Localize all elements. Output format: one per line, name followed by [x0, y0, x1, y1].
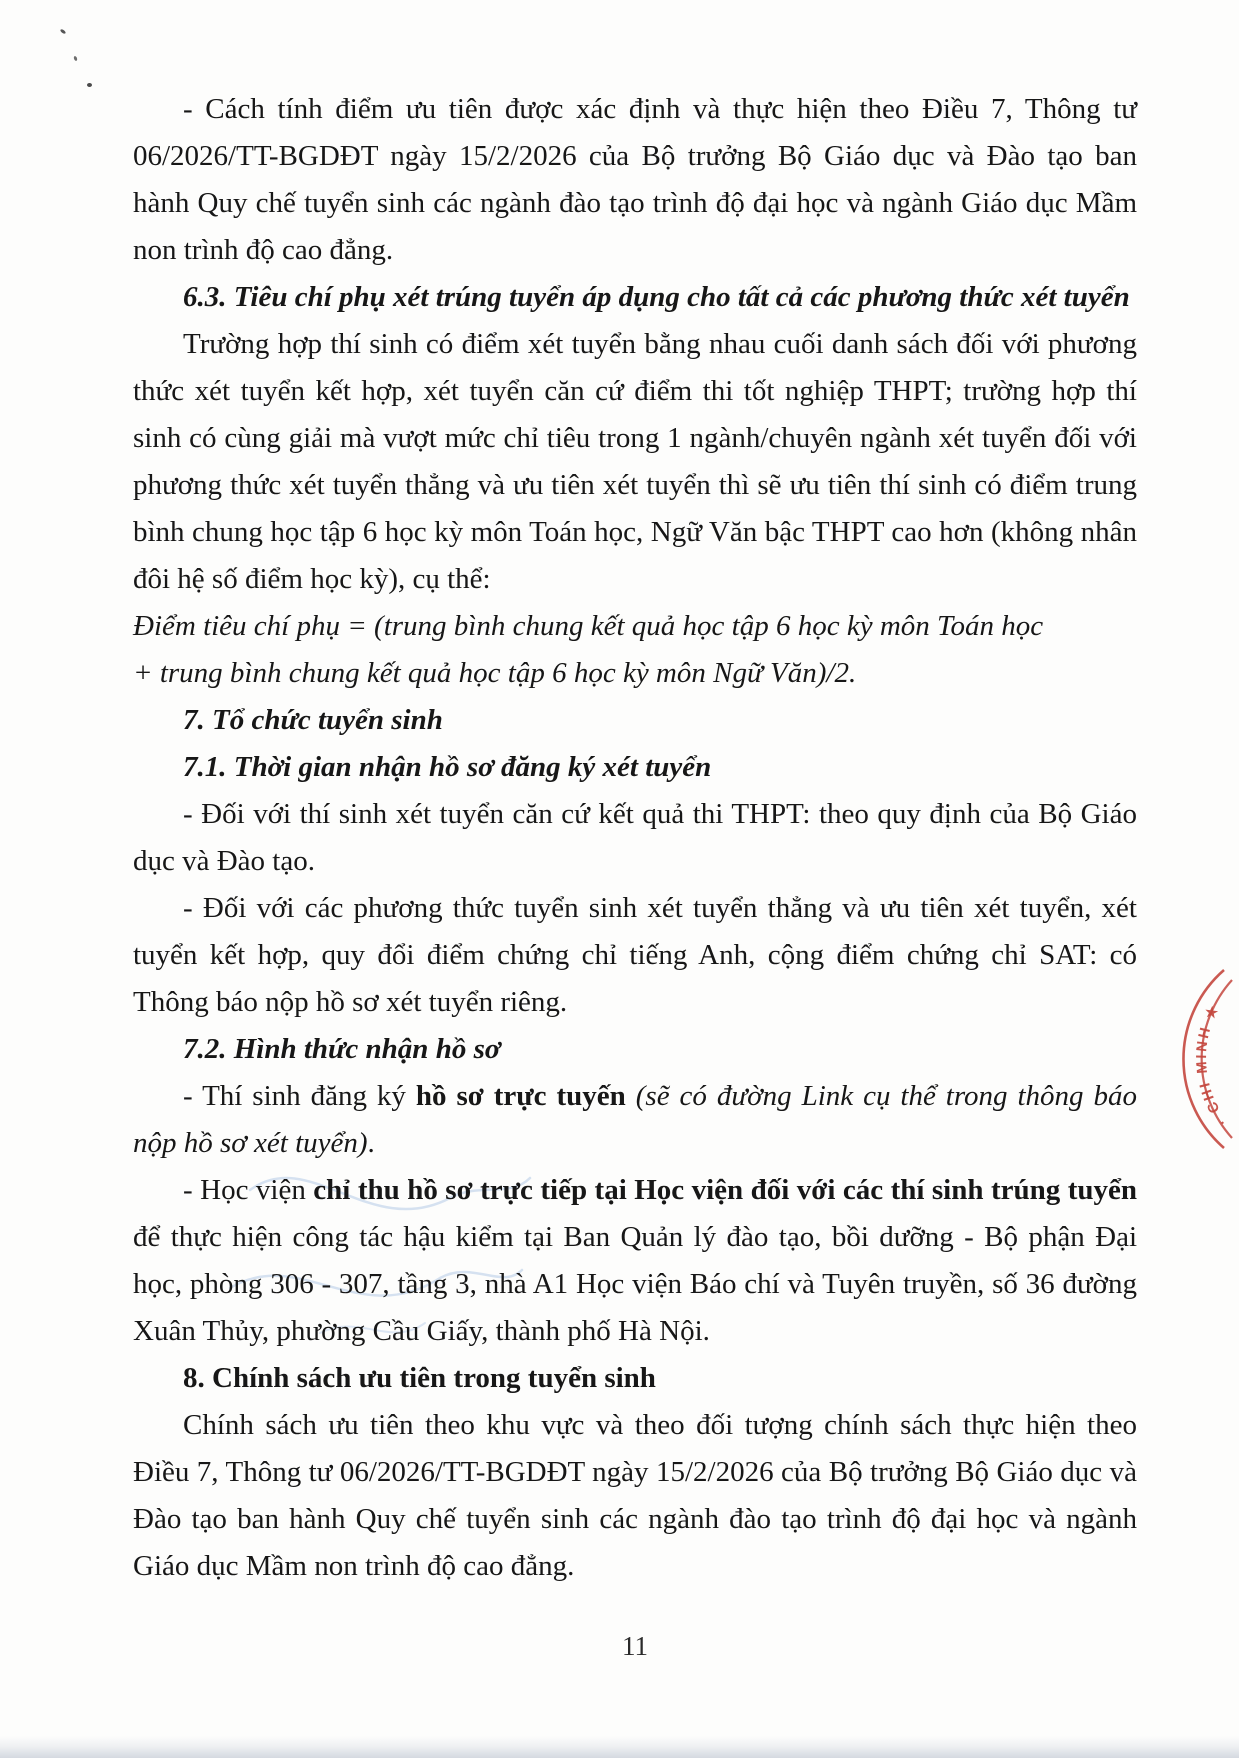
- paragraph-thpt-schedule: - Đối với thí sinh xét tuyển căn cứ kết quả thi THPT: theo quy định của Bộ Giáo dục và Đào tạo.: [133, 798, 1137, 877]
- text-run-bold: hồ sơ trực tuyến: [415, 1080, 626, 1112]
- scan-edge-shadow: [0, 1736, 1239, 1758]
- paragraph-priority-calculation: - Cách tính điểm ưu tiên được xác định và thực hiện theo Điều 7, Thông tư 06/2026/TT-BGDĐT ngày 15/2/2026 của Bộ trưởng Bộ Giáo dục và Đào tạo ban hành Quy chế tuyển sinh các ngành đào tạo trình độ đại học và ngành Giáo dục Mầm non trình độ cao đẳng.: [133, 93, 1137, 266]
- svg-text:· CHI MINH ★: [1194, 1001, 1231, 1128]
- paragraph-other-methods-schedule: - Đối với các phương thức tuyển sinh xét tuyển thẳng và ưu tiên xét tuyển, xét tuyển kết hợp, quy đổi điểm chứng chỉ tiếng Anh, cộng điểm chứng chỉ SAT: có Thông báo nộp hồ sơ xét tuyển riêng.: [133, 892, 1137, 1018]
- heading-7-2: 7.2. Hình thức nhận hồ sơ: [183, 1033, 501, 1065]
- page-number: 11: [622, 1631, 648, 1661]
- text-run: - Thí sinh đăng ký: [183, 1080, 416, 1112]
- formula-line-1: Điểm tiêu chí phụ = (trung bình chung kết quả học tập 6 học kỳ môn Toán học: [133, 610, 1044, 642]
- red-stamp-partial: [1180, 966, 1239, 1154]
- scan-speck: [73, 56, 78, 62]
- formula-line-2: + trung bình chung kết quả học tập 6 học kỳ môn Ngữ Văn)/2.: [133, 657, 857, 689]
- heading-6-3: 6.3. Tiêu chí phụ xét trúng tuyển áp dụng cho tất cả các phương thức xét tuyển: [183, 281, 1130, 313]
- paragraph-online-submission: [133, 1073, 1137, 1167]
- heading-7: 7. Tổ chức tuyển sinh: [183, 704, 443, 736]
- text-run: để thực hiện công tác hậu kiểm tại Ban Quản lý đào tạo, bồi dưỡng - Bộ phận Đại học, phòng 306 - 307, tầng 3, nhà A1 Học viện Báo chí và Tuyên truyền, số 36 đường Xuân Thủy, phường Cầu Giấy, thành phố Hà Nội.: [133, 1221, 1137, 1347]
- heading-7-1: 7.1. Thời gian nhận hồ sơ đăng ký xét tuyển: [183, 751, 712, 783]
- paragraph-direct-submission: [133, 1167, 1137, 1355]
- paragraph-priority-policy: Chính sách ưu tiên theo khu vực và theo đối tượng chính sách thực hiện theo Điều 7, Thông tư 06/2026/TT-BGDĐT ngày 15/2/2026 của Bộ trưởng Bộ Giáo dục và Đào tạo ban hành Quy chế tuyển sinh các ngành đào tạo trình độ đại học và ngành Giáo dục Mầm non trình độ cao đẳng.: [133, 1409, 1137, 1582]
- scan-speck: [60, 29, 67, 35]
- heading-8: 8. Chính sách ưu tiên trong tuyển sinh: [183, 1362, 656, 1394]
- paragraph-tiebreaker: Trường hợp thí sinh có điểm xét tuyển bằng nhau cuối danh sách đối với phương thức xét tuyển kết hợp, xét tuyển căn cứ điểm thi tốt nghiệp THPT; trường hợp thí sinh có cùng giải mà vượt mức chỉ tiêu trong 1 ngành/chuyên ngành xét tuyển đối với phương thức xét tuyển thẳng và ưu tiên xét tuyển thì sẽ ưu tiên thí sinh có điểm trung bình chung học tập 6 học kỳ môn Toán học, Ngữ Văn bậc THPT cao hơn (không nhân đôi hệ số điểm học kỳ), cụ thể:: [133, 328, 1137, 595]
- document-content: [133, 86, 1137, 1590]
- scan-speck: [87, 83, 92, 87]
- text-run: - Học viện: [183, 1174, 314, 1206]
- text-run: .: [367, 1127, 375, 1159]
- formula-secondary-criteria: [133, 603, 1137, 697]
- text-run-italic: (sẽ có đường Link cụ thể trong thông báo nộp hồ sơ xét tuyển): [133, 1080, 1138, 1159]
- text-run-bold: chỉ thu hồ sơ trực tiếp tại Học viện đối với các thí sinh trúng tuyển: [313, 1174, 1137, 1206]
- stamp-text: · CHI MINH ★: [1193, 1001, 1231, 1129]
